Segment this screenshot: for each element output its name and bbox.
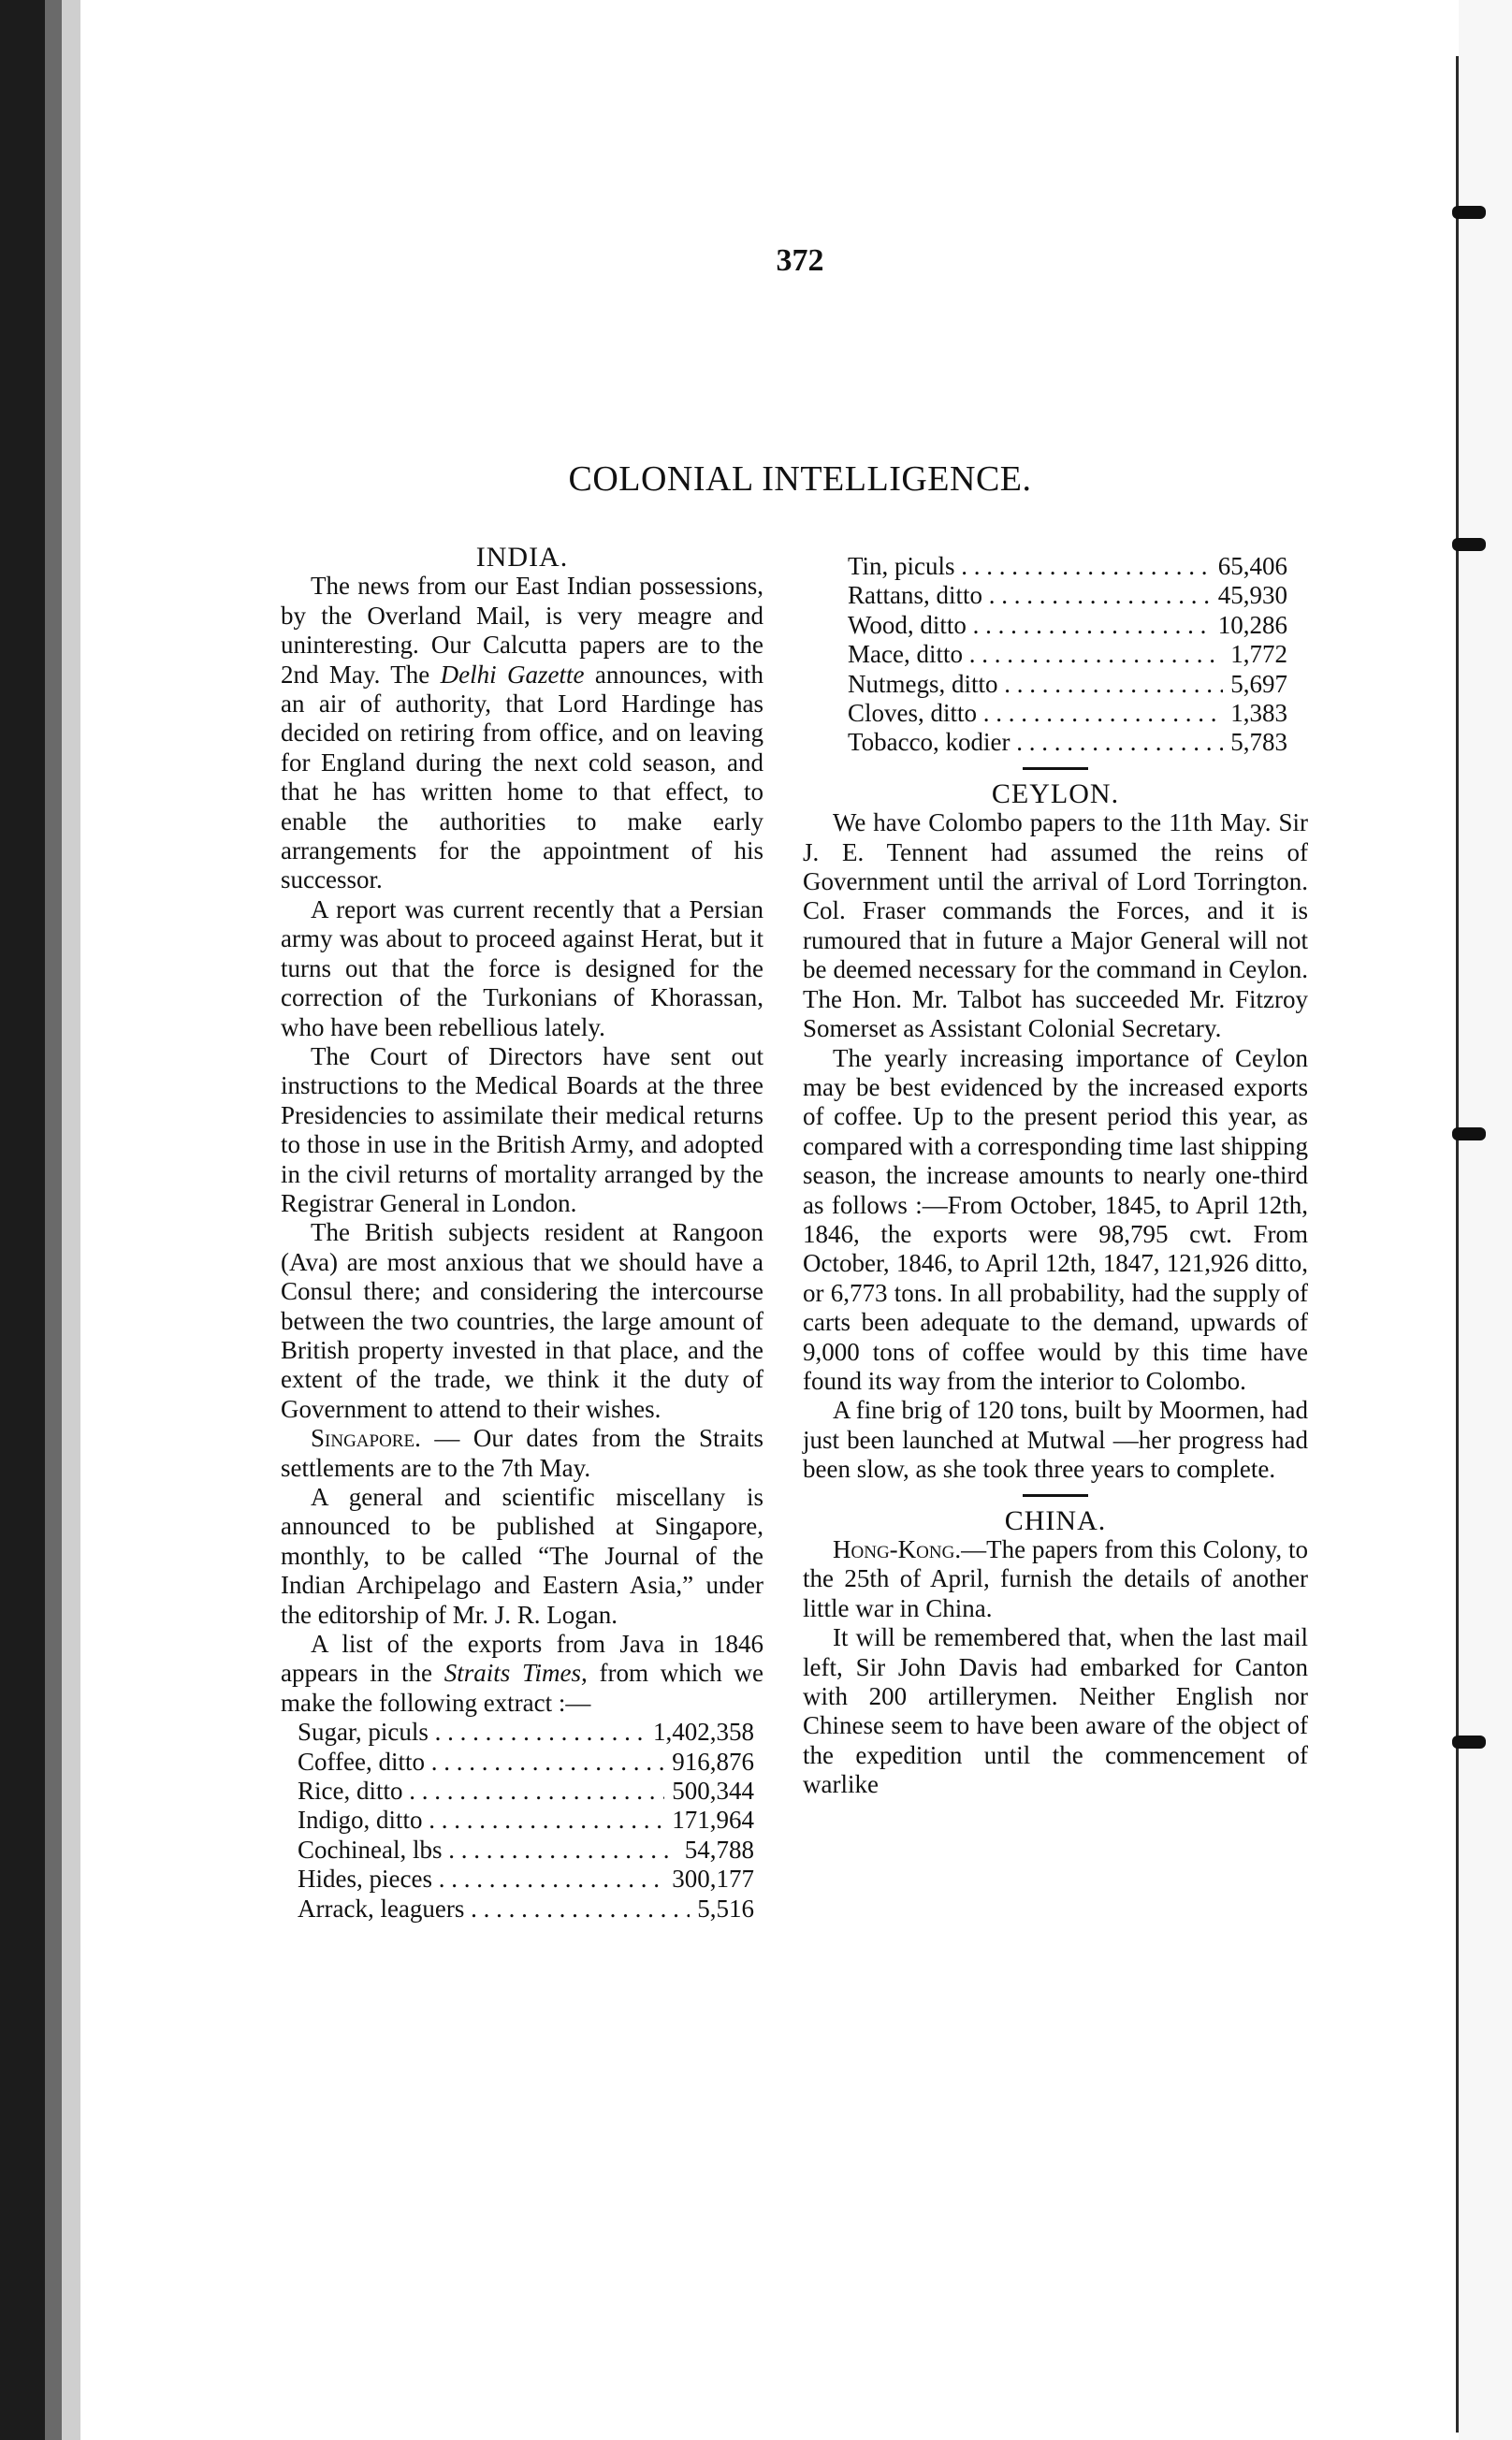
- export-value: 5,516: [697, 1894, 754, 1923]
- hong-kong-text: —The papers from this Colony, to the 25th of April, furnish the details of another little war in China.: [803, 1535, 1308, 1622]
- india-paragraph-7: [281, 1630, 763, 1718]
- india-paragraph-1-text-cont: announces, with an air of authority, that Lord Hardinge has decided on retiring from office, and on leaving for England during the next cold season, and that he has written home to that effect, to enable the authorities to make early arrangements for the appointment of his successor.: [281, 660, 763, 894]
- page-title: COLONIAL INTELLIGENCE.: [568, 459, 1032, 499]
- section-heading-ceylon: CEYLON.: [991, 777, 1120, 809]
- export-item: Tobacco, kodier . . .: [848, 728, 1223, 757]
- export-value: 1,383: [1230, 699, 1287, 728]
- export-row: [298, 1748, 754, 1777]
- section-rule: [1023, 1494, 1088, 1497]
- section-rule: [1023, 767, 1088, 770]
- export-row: [298, 1777, 754, 1806]
- india-paragraph-6: A general and scientific miscellany is announced to be published at Singapore, monthly, to be called “The Journal of the Indian Archipelago and Eastern Asia,” under the editorship of Mr. J. R. Logan.: [281, 1483, 763, 1629]
- singapore-paragraph: [281, 1424, 763, 1483]
- export-row: [298, 1806, 754, 1835]
- export-row: [848, 670, 1287, 699]
- ceylon-paragraph-2: The yearly increasing importance of Ceylon may be best evidenced by the increased exports of coffee. Up to the present period this year, as compared with a corresponding time last shipping season, the increase amounts to nearly one-third as follows :—From October, 1845, to April 12th, 1846, the exports were 98,795 cwt. From October, 1846, to April 12th, 1847, 121,926 ditto, or 6,773 tons. In all probability, had the supply of carts been adequate to the demand, upwards of 9,000 tons of coffee would by this time have found its way from the interior to Colombo.: [803, 1043, 1308, 1395]
- export-item: Indigo, ditto . . .: [298, 1806, 664, 1835]
- export-row: [298, 1865, 754, 1894]
- hong-kong-lead: Hong-Kong.: [833, 1535, 962, 1563]
- export-row: [298, 1895, 754, 1924]
- export-row: [298, 1718, 754, 1747]
- hong-kong-paragraph: [803, 1535, 1308, 1623]
- export-item: Cochineal, lbs . . .: [298, 1836, 677, 1865]
- export-item: Tin, piculs . . .: [848, 552, 1211, 581]
- india-paragraph-3: The Court of Directors have sent out instructions to the Medical Boards at the three Presidencies to assimilate their medical returns to those in use in the British Army, and adopted in the civil returns of mortality arranged by the Registrar General in London.: [281, 1041, 763, 1217]
- exports-table-continued: [803, 552, 1308, 758]
- export-value: 1,772: [1230, 640, 1287, 669]
- india-paragraph-1: [281, 572, 763, 894]
- section-heading-china: CHINA.: [1004, 1504, 1107, 1536]
- newspaper-title: Delhi Gazette: [440, 660, 585, 689]
- exports-table: [281, 1718, 763, 1924]
- export-value: 171,964: [672, 1806, 754, 1835]
- india-paragraph-2: A report was current recently that a Persian army was about to proceed against Herat, but it turns out that the force is designed for the correction of the Turkonians of Khorassan, who have been rebellious lately.: [281, 894, 763, 1041]
- export-item: Cloves, ditto . . .: [848, 699, 1223, 728]
- export-row: [848, 611, 1287, 640]
- export-item: Wood, ditto . . .: [848, 611, 1211, 640]
- export-value: 300,177: [672, 1865, 754, 1894]
- export-value: 54,788: [684, 1835, 754, 1864]
- export-row: [848, 552, 1287, 581]
- export-item: Rice, ditto . . .: [298, 1777, 664, 1806]
- export-value: 5,783: [1230, 728, 1287, 757]
- export-value: 10,286: [1217, 610, 1287, 639]
- export-value: 5,697: [1230, 669, 1287, 698]
- india-paragraph-7-text: A list of the exports from Java in 1846 appears in the: [281, 1630, 763, 1688]
- export-row: [848, 640, 1287, 669]
- newspaper-title: Straits Times,: [443, 1659, 588, 1688]
- export-item: Coffee, ditto . . .: [298, 1748, 664, 1777]
- export-value: 65,406: [1217, 552, 1287, 580]
- export-value: 916,876: [672, 1747, 754, 1776]
- export-item: Nutmegs, ditto . . .: [848, 670, 1223, 699]
- export-item: Sugar, piculs . . .: [298, 1718, 646, 1747]
- export-value: 45,930: [1217, 581, 1287, 610]
- left-column: [281, 543, 763, 1924]
- export-value: 500,344: [672, 1777, 754, 1806]
- export-row: [848, 728, 1287, 757]
- export-row: [848, 581, 1287, 610]
- export-item: Rattans, ditto . . .: [848, 581, 1211, 610]
- page-number: 372: [776, 243, 824, 278]
- india-paragraph-1-text: The news from our East Indian possessions, by the Overland Mail, is very meagre and uninteresting. Our Calcutta papers are to the 2nd May. The: [281, 572, 763, 689]
- export-value: 1,402,358: [653, 1718, 754, 1747]
- singapore-lead: Singapore.: [311, 1424, 421, 1453]
- china-paragraph-2: It will be remembered that, when the last mail left, Sir John Davis had embarked for Canton with 200 artillerymen. Neither English nor Chinese seem to have been aware of the object of the expedition until the commencement of warlike: [803, 1623, 1308, 1799]
- ceylon-paragraph-3: A fine brig of 120 tons, built by Moormen, had just been launched at Mutwal —her progress had been slow, as she took three years to complete.: [803, 1396, 1308, 1484]
- section-heading-india: INDIA.: [475, 542, 569, 573]
- india-paragraph-7-text-cont: from which we make the following extract :—: [281, 1659, 763, 1717]
- right-column: [803, 552, 1308, 1800]
- export-item: Arrack, leaguers . . .: [298, 1895, 690, 1924]
- export-row: [298, 1836, 754, 1865]
- export-row: [848, 699, 1287, 728]
- ceylon-paragraph-1: We have Colombo papers to the 11th May. Sir J. E. Tennent had assumed the reins of Government until the arrival of Lord Torrington. Col. Fraser commands the Forces, and it is rumoured that in future a Major General will not be deemed necessary for the command in Ceylon. The Hon. Mr. Talbot has succeeded Mr. Fitzroy Somerset as Assistant Colonial Secretary.: [803, 808, 1308, 1043]
- export-item: Mace, ditto . . .: [848, 640, 1223, 669]
- export-item: Hides, pieces . . .: [298, 1865, 664, 1894]
- india-paragraph-4: The British subjects resident at Rangoon (Ava) are most anxious that we should have a Consul there; and considering the intercourse between the two countries, the large amount of British property invested in that place, and the extent of the trade, we think it the duty of Government to attend to their wishes.: [281, 1218, 763, 1423]
- singapore-text: — Our dates from the Straits settlements are to the 7th May.: [281, 1424, 763, 1482]
